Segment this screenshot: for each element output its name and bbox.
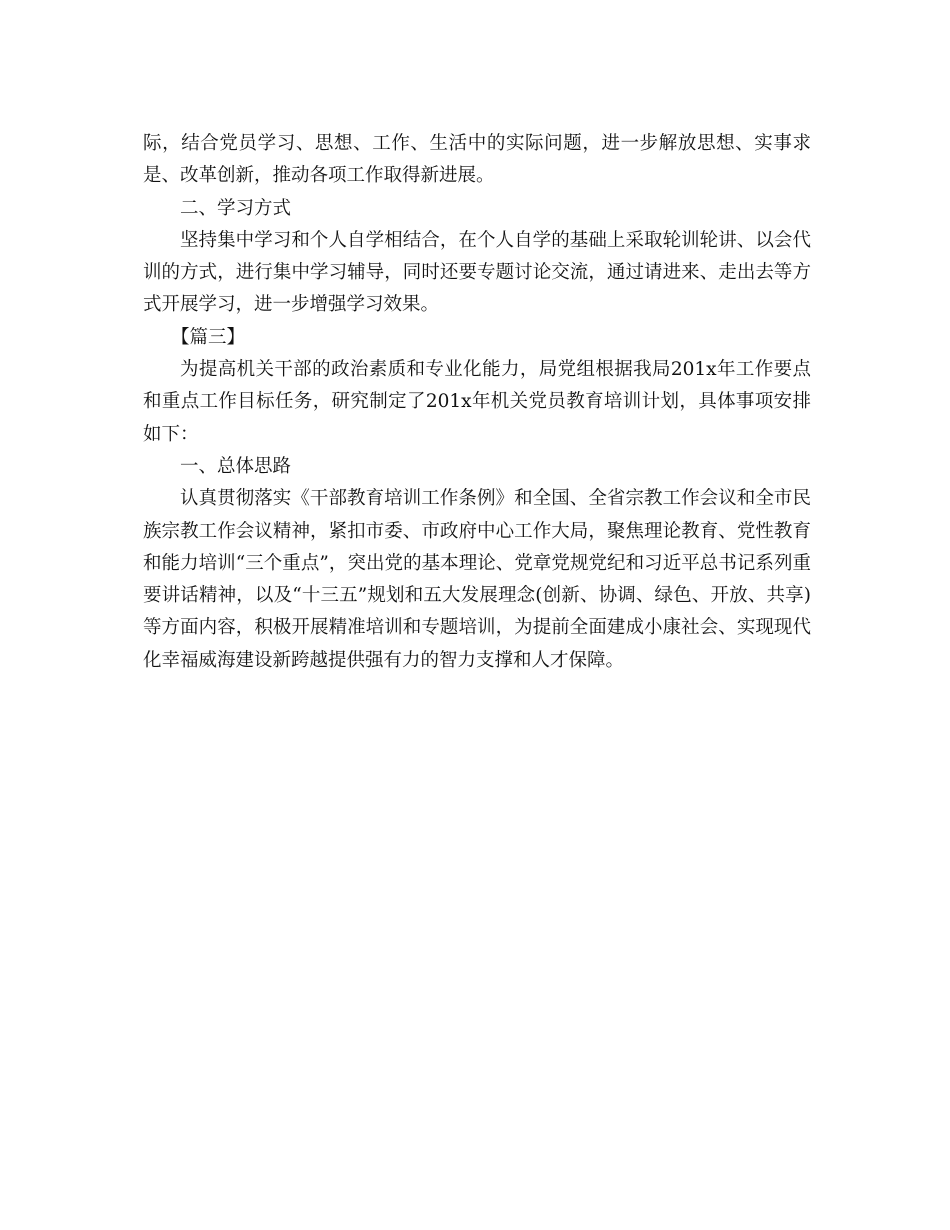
section-heading-overall-approach: 一、总体思路 — [180, 455, 292, 477]
section-heading-study-method: 二、学习方式 — [180, 197, 292, 219]
paragraph-continuation: 际，结合党员学习、思想、工作、生活中的实际问题，进一步解放思想、实事求是、改革创新，推动各项工作取得新进展。 — [143, 133, 811, 187]
section-marker-part-three: 【篇三】 — [171, 326, 246, 348]
document-body — [143, 128, 811, 677]
paragraph-study-method: 坚持集中学习和个人自学相结合，在个人自学的基础上采取轮训轮讲、以会代训的方式，进行集中学习辅导，同时还要专题讨论交流，通过请进来、走出去等方式开展学习，进一步增强学习效果。 — [143, 229, 811, 316]
paragraph-overall-approach: 认真贯彻落实《干部教育培训工作条例》和全国、全省宗教工作会议和全市民族宗教工作会议精神，紧扣市委、市政府中心工作大局，聚焦理论教育、党性教育和能力培训“三个重点”，突出党的基本理论、党章党规党纪和习近平总书记系列重要讲话精神，以及“十三五”规划和五大发展理念(创新、协调、绿色、开放、共享)等方面内容，积极开展精准培训和专题培训，为提前全面建成小康社会、实现现代化幸福威海建设新跨越提供强有力的智力支撑和人才保障。 — [143, 488, 811, 671]
paragraph-intro: 为提高机关干部的政治素质和专业化能力，局党组根据我局201x年工作要点和重点工作目标任务，研究制定了201x年机关党员教育培训计划，具体事项安排如下： — [143, 359, 811, 445]
